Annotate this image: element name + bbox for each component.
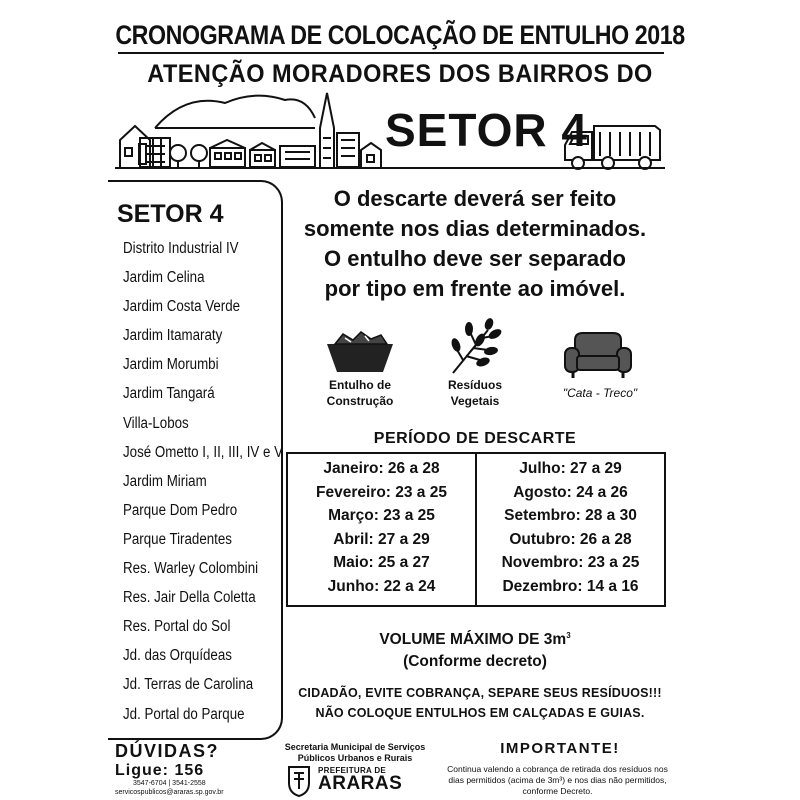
secretaria-name: Secretaria Municipal de Serviços Públicos Urbanos e Rurais (284, 742, 426, 763)
list-item: Jardim Itamaraty (123, 327, 223, 345)
instruction-line: somente nos dias determinados. (303, 216, 647, 241)
important-text: Continua valendo a cobrança de retirada dos resíduos nos dias permitidos (acima de 3m³) e nos dias não permitidos, conforme Decreto. (447, 764, 668, 796)
sector-heading: SETOR 4 (385, 104, 588, 156)
city-crest-icon (285, 765, 313, 797)
period-title: PERÍODO DE DESCARTE (373, 430, 577, 447)
citizen-warnings (280, 683, 680, 723)
schedule-row: Maio: 25 a 27 (333, 554, 430, 571)
list-item: Jardim Miriam (123, 472, 207, 490)
schedule-row: Julho: 27 a 29 (519, 460, 622, 477)
disposal-instructions (290, 184, 660, 304)
instruction-line: O entulho deve ser separado (324, 246, 626, 271)
list-item: José Ometto I, II, III, IV e V (123, 443, 284, 461)
questions-heading: DÚVIDAS? (115, 741, 220, 761)
list-item: Villa-Lobos (123, 414, 189, 432)
bulky-waste-label: "Cata - Treco" (562, 386, 638, 400)
schedule-row: Junho: 22 a 24 (327, 577, 436, 595)
page-title: CRONOGRAMA DE COLOCAÇÃO DE ENTULHO 2018 (115, 20, 685, 50)
call-number: Ligue: 156 (115, 762, 205, 779)
decree-note: (Conforme decreto) (403, 653, 547, 671)
list-item: Jardim Morumbi (123, 356, 219, 374)
schedule-column-left (288, 460, 475, 601)
page-subtitle: ATENÇÃO MORADORES DOS BAIRROS DO (147, 60, 653, 88)
list-item: Jardim Celina (123, 269, 205, 287)
list-item: Distrito Industrial IV (123, 240, 239, 257)
list-item: Jardim Tangará (123, 385, 215, 403)
vegetal-waste-label: Resíduos Vegetais (447, 378, 502, 408)
schedule-row: Setembro: 28 a 30 (504, 507, 637, 524)
list-item: Jardim Costa Verde (123, 298, 241, 316)
list-item: Jd. das Orquídeas (123, 647, 232, 665)
cubic-superscript: 3 (566, 631, 571, 640)
important-heading: IMPORTANTE! (500, 740, 620, 757)
schedule-row: Dezembro: 14 a 16 (502, 577, 639, 595)
garbage-truck-icon (560, 120, 665, 170)
list-item: Res. Warley Colombini (123, 560, 259, 578)
city-hall-prefix: PREFEITURA DE (318, 766, 387, 775)
construction-debris-icon (325, 330, 395, 375)
list-item: Res. Portal do Sol (123, 618, 231, 636)
header-ground-line (115, 167, 665, 169)
list-item: Parque Dom Pedro (123, 501, 238, 519)
list-item: Res. Jair Della Coletta (123, 589, 256, 607)
schedule-column-right (477, 460, 664, 601)
construction-debris-label: Entulho de Construção (326, 378, 394, 408)
schedule-row: Abril: 27 a 29 (333, 530, 430, 548)
max-volume-notice (300, 625, 650, 673)
warning-line: CIDADÃO, EVITE COBRANÇA, SEPARE SEUS RESÍDUOS!!! (298, 686, 662, 700)
phone-numbers: 3547-6704 | 3541-2558 (133, 780, 206, 787)
list-item: Jd. Portal do Parque (123, 705, 245, 723)
schedule-table (286, 452, 666, 607)
contact-email: servicospublicos@araras.sp.gov.br (115, 789, 224, 796)
schedule-row: Novembro: 23 a 25 (501, 554, 640, 571)
city-name: ARARAS (318, 773, 403, 794)
schedule-row: Fevereiro: 23 a 25 (316, 483, 447, 501)
schedule-row: Janeiro: 26 a 28 (323, 460, 440, 477)
instruction-line: O descarte deverá ser feito (333, 186, 617, 211)
schedule-row: Março: 23 a 25 (328, 507, 435, 524)
schedule-row: Agosto: 24 a 26 (513, 483, 628, 501)
schedule-row: Outubro: 26 a 28 (509, 530, 632, 548)
city-skyline-icon (115, 88, 385, 168)
neighborhood-list (123, 240, 309, 735)
sector-panel-title: SETOR 4 (117, 200, 224, 228)
list-item: Jd. Terras de Carolina (123, 676, 254, 694)
title-underline (118, 52, 664, 54)
instruction-line: por tipo em frente ao imóvel. (324, 276, 626, 301)
sofa-icon (563, 330, 633, 380)
leaves-branch-icon (448, 318, 503, 376)
warning-line: NÃO COLOQUE ENTULHOS EM CALÇADAS E GUIAS. (315, 706, 645, 720)
max-volume-label: VOLUME MÁXIMO DE 3m (379, 631, 567, 649)
list-item: Parque Tiradentes (123, 530, 232, 548)
